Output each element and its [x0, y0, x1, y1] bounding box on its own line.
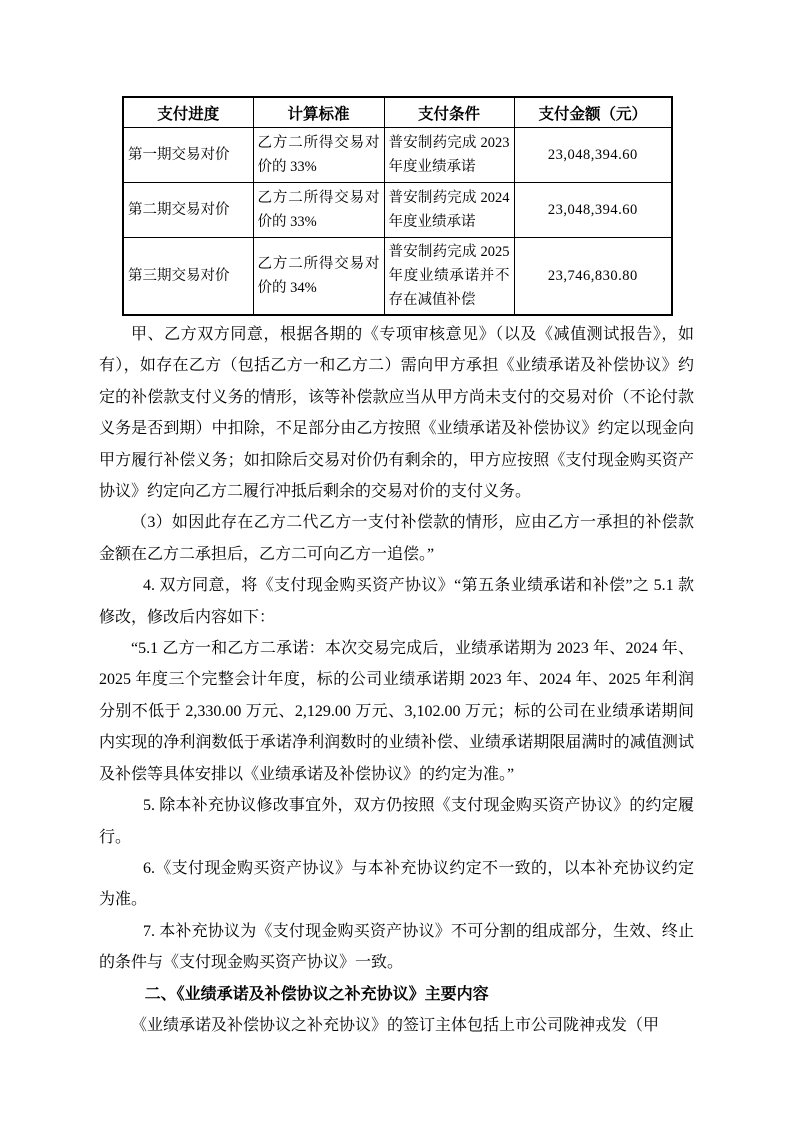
col-header-payment-stage: 支付进度	[123, 97, 253, 128]
table-row-first-installment	[123, 128, 672, 183]
paragraph-item-4-amendment: 4. 双方同意，将《支付现金购买资产协议》“第五条业绩承诺和补偿”之 5.1 款修改，修改后内容如下：	[99, 577, 694, 626]
paragraph-signing-parties: 《业绩承诺及补偿协议之补充协议》的签订主体包括上市公司陇神戎发（甲	[131, 1016, 660, 1034]
paragraph-item-3-recourse: （3）如因此存在乙方二代乙方一支付补偿款的情形，应由乙方一承担的补偿款金额在乙方二承担后，乙方二可向乙方一追偿。”	[99, 514, 694, 563]
cell-payment-amount: 23,048,394.60	[514, 128, 672, 183]
payment-schedule-table	[122, 96, 673, 316]
paragraph-clause-5-1-commitment: “5.1 乙方一和乙方二承诺：本次交易完成后，业绩承诺期为 2023 年、2024 年、2025 年度三个完整会计年度，标的公司业绩承诺期 2023 年、2024 年、2025 年利润分别不低于 2,330.00 万元、2,129.00 万元、3,102.00 万元；标的公司在业绩承诺期间内实现的净利润数低于承诺净利润数时的业绩补偿、业绩承诺期限届满时的减值测试及补偿等具体安排以《业绩承诺及补偿协议》的约定为准。”	[99, 640, 694, 783]
cell-calculation-standard: 乙方二所得交易对价的 33%	[253, 128, 384, 183]
cell-calculation-standard: 乙方二所得交易对价的 34%	[253, 238, 384, 316]
cell-payment-stage: 第二期交易对价	[123, 183, 253, 238]
paragraph-item-5-performance: 5. 除本补充协议修改事宜外，双方仍按照《支付现金购买资产协议》的约定履行。	[99, 797, 694, 846]
cell-payment-amount: 23,048,394.60	[514, 183, 672, 238]
cell-payment-condition: 普安制药完成 2024 年度业绩承诺	[384, 183, 514, 238]
paragraph-item-7-integral-part: 7. 本补充协议为《支付现金购买资产协议》不可分割的组成部分，生效、终止的条件与《支付现金购买资产协议》一致。	[99, 922, 694, 972]
table-row-third-installment	[123, 238, 672, 316]
paragraph-compensation-deduction: 甲、乙方双方同意，根据各期的《专项审核意见》（以及《减值测试报告》，如有），如存在乙方（包括乙方一和乙方二）需向甲方承担《业绩承诺及补偿协议》约定的补偿款支付义务的情形，该等补偿款应当从甲方尚未支付的交易对价（不论付款义务是否到期）中扣除，不足部分由乙方按照《业绩承诺及补偿协议》约定以现金向甲方履行补偿义务；如扣除后交易对价仍有剩余的，甲方应按照《支付现金购买资产协议》约定向乙方二履行冲抵后剩余的交易对价的支付义务。	[99, 326, 694, 501]
paragraph-item-6-precedence: 6.《支付现金购买资产协议》与本补充协议约定不一致的，以本补充协议约定为准。	[99, 859, 694, 909]
section-heading: 二、《业绩承诺及补偿协议之补充协议》主要内容	[144, 985, 489, 1003]
table-row-second-installment	[123, 183, 672, 238]
cell-payment-condition: 普安制药完成 2023 年度业绩承诺	[384, 128, 514, 183]
col-header-payment-amount: 支付金额（元）	[514, 97, 672, 128]
cell-payment-stage: 第一期交易对价	[123, 128, 253, 183]
cell-payment-condition: 普安制药完成 2025 年度业绩承诺并不存在减值补偿	[384, 238, 514, 316]
cell-calculation-standard: 乙方二所得交易对价的 33%	[253, 183, 384, 238]
col-header-payment-condition: 支付条件	[384, 97, 514, 128]
cell-payment-amount: 23,746,830.80	[514, 238, 672, 316]
cell-payment-stage: 第三期交易对价	[123, 238, 253, 316]
col-header-calculation-standard: 计算标准	[253, 97, 384, 128]
table-header-row	[123, 97, 672, 128]
document-content	[99, 96, 694, 1041]
